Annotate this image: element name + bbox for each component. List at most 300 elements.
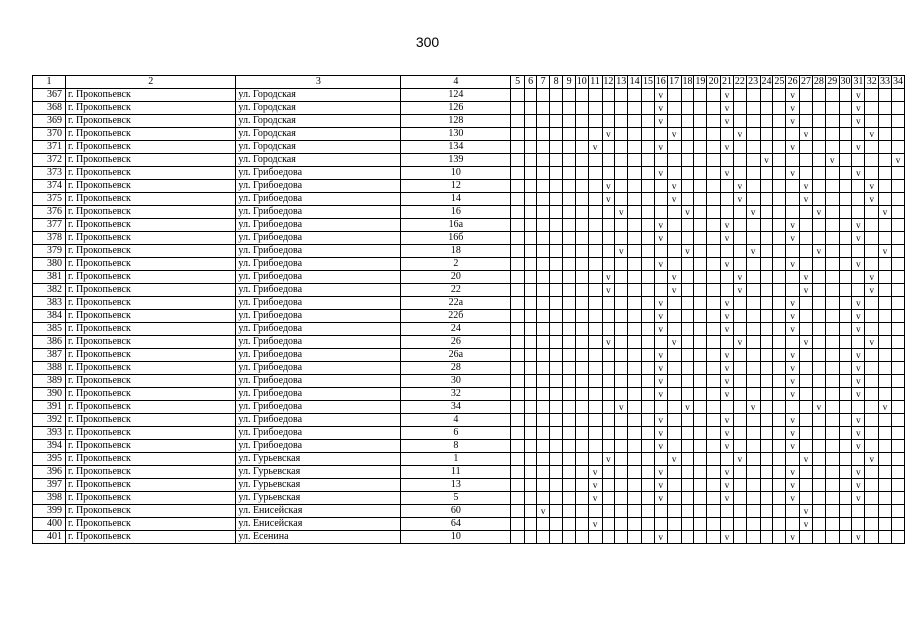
schedule-cell [707,115,721,128]
schedule-cell [865,141,879,154]
check-mark: v [800,128,813,141]
schedule-cell [800,219,813,232]
schedule-cell [615,271,628,284]
schedule-cell [615,479,628,492]
schedule-cell [825,310,839,323]
schedule-cell [667,440,681,453]
schedule-cell [681,362,694,375]
schedule-cell [839,479,852,492]
schedule-cell [654,193,667,206]
city-cell: г. Прокопьевск [65,206,235,219]
schedule-cell [800,206,813,219]
schedule-cell [563,128,576,141]
schedule-cell [812,193,825,206]
schedule-cell [549,232,562,245]
city-cell: г. Прокопьевск [65,180,235,193]
schedule-cell [511,310,524,323]
schedule-cell [733,219,746,232]
house-cell: 12 [401,180,511,193]
schedule-cell [773,388,786,401]
schedule-cell [694,505,707,518]
street-cell: ул. Грибоедова [236,323,401,336]
schedule-cell [852,245,865,258]
schedule-cell [524,102,537,115]
schedule-cell [865,154,879,167]
schedule-cell [537,323,550,336]
schedule-cell [615,154,628,167]
schedule-cell [800,466,813,479]
check-mark: v [667,193,681,206]
schedule-cell [891,336,904,349]
schedule-cell [865,388,879,401]
schedule-cell [707,310,721,323]
schedule-cell [642,518,655,531]
schedule-cell [615,492,628,505]
check-mark: v [852,219,865,232]
check-mark: v [654,219,667,232]
schedule-cell [642,310,655,323]
schedule-cell [602,375,615,388]
schedule-cell [733,349,746,362]
schedule-cell [563,180,576,193]
schedule-cell [707,284,721,297]
city-cell: г. Прокопьевск [65,427,235,440]
schedule-cell [786,284,800,297]
column-header: 15 [642,76,653,87]
schedule-cell [563,102,576,115]
schedule-cell [549,297,562,310]
column-header: 21 [721,76,732,87]
schedule-cell [667,258,681,271]
schedule-cell [588,128,602,141]
schedule-cell [825,206,839,219]
schedule-cell [642,245,655,258]
schedule-cell [642,232,655,245]
check-mark: v [667,271,681,284]
schedule-cell [760,505,773,518]
schedule-cell [733,102,746,115]
schedule-cell [549,219,562,232]
schedule-cell [733,427,746,440]
street-cell: ул. Городская [236,128,401,141]
schedule-cell [694,193,707,206]
schedule-cell [760,440,773,453]
schedule-cell [588,89,602,102]
schedule-cell [681,284,694,297]
schedule-cell [839,284,852,297]
schedule-cell [575,427,588,440]
schedule-cell [642,414,655,427]
schedule-cell [575,89,588,102]
schedule-cell [681,505,694,518]
column-header: 16 [655,76,666,87]
schedule-cell [839,427,852,440]
schedule-cell [760,193,773,206]
schedule-cell [760,375,773,388]
check-mark: v [654,323,667,336]
schedule-cell [721,336,734,349]
house-cell: 11 [401,466,511,479]
schedule-cell [773,102,786,115]
check-mark: v [852,349,865,362]
schedule-cell [642,531,655,544]
schedule-cell [800,531,813,544]
schedule-cell [865,427,879,440]
city-cell: г. Прокопьевск [65,89,235,102]
schedule-cell [667,414,681,427]
street-cell: ул. Грибоедова [236,206,401,219]
check-mark: v [786,310,800,323]
schedule-cell [865,232,879,245]
schedule-cell [549,102,562,115]
row-number: 367 [33,89,66,102]
schedule-cell [615,115,628,128]
schedule-cell [563,492,576,505]
schedule-cell [575,297,588,310]
schedule-cell [549,414,562,427]
schedule-cell [549,336,562,349]
schedule-cell [511,115,524,128]
schedule-cell [549,401,562,414]
schedule-cell [812,141,825,154]
schedule-cell [773,531,786,544]
table-row [33,193,905,206]
schedule-cell [773,258,786,271]
schedule-cell [628,362,642,375]
schedule-cell [707,206,721,219]
schedule-cell [642,258,655,271]
schedule-cell [746,466,760,479]
row-number: 376 [33,206,66,219]
schedule-cell [588,284,602,297]
schedule-cell [812,219,825,232]
schedule-cell [839,388,852,401]
schedule-cell [511,258,524,271]
check-mark: v [825,154,839,167]
city-cell: г. Прокопьевск [65,414,235,427]
schedule-cell [537,219,550,232]
row-number: 368 [33,102,66,115]
schedule-cell [588,115,602,128]
schedule-cell [588,349,602,362]
schedule-cell [615,323,628,336]
schedule-cell [746,388,760,401]
check-mark: v [721,427,734,440]
schedule-cell [563,362,576,375]
schedule-cell [733,375,746,388]
table-row [33,284,905,297]
column-header: 4 [401,76,511,89]
schedule-cell [549,154,562,167]
schedule-cell [642,297,655,310]
city-cell: г. Прокопьевск [65,336,235,349]
street-cell: ул. Городская [236,154,401,167]
check-mark: v [852,297,865,310]
schedule-cell [628,258,642,271]
schedule-cell [524,219,537,232]
schedule-cell [524,141,537,154]
schedule-cell [760,102,773,115]
schedule-cell [524,362,537,375]
schedule-cell [746,349,760,362]
schedule-cell [760,336,773,349]
schedule-cell [511,89,524,102]
check-mark: v [602,453,615,466]
schedule-cell [786,245,800,258]
city-cell: г. Прокопьевск [65,232,235,245]
schedule-cell [865,258,879,271]
schedule-cell [524,453,537,466]
schedule-cell [642,440,655,453]
city-cell: г. Прокопьевск [65,154,235,167]
schedule-cell [563,232,576,245]
page-number: 300 [415,34,440,50]
schedule-cell [773,336,786,349]
schedule-cell [800,414,813,427]
schedule-cell [511,219,524,232]
schedule-cell [800,349,813,362]
check-mark: v [721,89,734,102]
schedule-cell [760,453,773,466]
schedule-cell [707,414,721,427]
schedule-cell [839,219,852,232]
schedule-cell [721,206,734,219]
schedule-cell [654,154,667,167]
schedule-cell [667,323,681,336]
schedule-cell [694,388,707,401]
schedule-cell [563,518,576,531]
schedule-cell [615,518,628,531]
house-cell: 18 [401,245,511,258]
schedule-cell [563,284,576,297]
schedule-cell [524,479,537,492]
schedule-cell [575,245,588,258]
check-mark: v [852,167,865,180]
check-mark: v [852,427,865,440]
schedule-cell [615,440,628,453]
check-mark: v [865,336,879,349]
check-mark: v [602,128,615,141]
check-mark: v [852,375,865,388]
schedule-cell [511,349,524,362]
schedule-cell [602,102,615,115]
house-cell: 32 [401,388,511,401]
schedule-cell [511,180,524,193]
schedule-cell [642,466,655,479]
schedule-cell [524,518,537,531]
schedule-cell [615,128,628,141]
table-row [33,336,905,349]
schedule-cell [746,115,760,128]
check-mark: v [602,336,615,349]
schedule-cell [602,323,615,336]
schedule-cell [588,258,602,271]
schedule-cell [773,466,786,479]
schedule-cell [642,141,655,154]
schedule-cell [537,167,550,180]
schedule-cell [812,271,825,284]
schedule-cell [733,479,746,492]
schedule-cell [694,375,707,388]
schedule-cell [891,492,904,505]
schedule-cell [760,492,773,505]
schedule-cell [879,349,892,362]
row-number: 373 [33,167,66,180]
check-mark: v [654,349,667,362]
check-mark: v [654,310,667,323]
schedule-cell [667,141,681,154]
schedule-cell [879,375,892,388]
schedule-cell [733,154,746,167]
schedule-cell [563,531,576,544]
house-cell: 22а [401,297,511,310]
schedule-cell [773,271,786,284]
schedule-cell [879,89,892,102]
schedule-cell [588,271,602,284]
schedule-cell [694,492,707,505]
row-number: 390 [33,388,66,401]
schedule-cell [773,141,786,154]
check-mark: v [852,388,865,401]
city-cell: г. Прокопьевск [65,297,235,310]
schedule-cell [852,193,865,206]
check-mark: v [879,401,892,414]
schedule-cell [694,284,707,297]
check-mark: v [721,362,734,375]
check-mark: v [786,479,800,492]
schedule-cell [786,453,800,466]
schedule-cell [733,310,746,323]
row-number: 399 [33,505,66,518]
schedule-cell [642,492,655,505]
schedule-cell [891,167,904,180]
schedule-cell [524,206,537,219]
schedule-cell [852,154,865,167]
table-row [33,323,905,336]
schedule-cell [839,440,852,453]
schedule-cell [667,297,681,310]
check-mark: v [588,466,602,479]
schedule-cell [891,388,904,401]
street-cell: ул. Грибоедова [236,245,401,258]
check-mark: v [733,128,746,141]
schedule-cell [786,193,800,206]
check-mark: v [588,492,602,505]
schedule-cell [575,284,588,297]
row-number: 374 [33,180,66,193]
schedule-cell [760,531,773,544]
check-mark: v [654,388,667,401]
row-number: 372 [33,154,66,167]
schedule-cell [563,297,576,310]
schedule-cell [865,505,879,518]
schedule-cell [694,271,707,284]
schedule-cell [615,310,628,323]
schedule-cell [681,167,694,180]
schedule-cell [537,401,550,414]
schedule-cell [563,154,576,167]
schedule-cell [865,206,879,219]
schedule-cell [642,375,655,388]
schedule-cell [773,297,786,310]
check-mark: v [852,232,865,245]
schedule-cell [615,297,628,310]
schedule-cell [575,141,588,154]
schedule-cell [746,362,760,375]
check-mark: v [852,141,865,154]
schedule-cell [825,180,839,193]
schedule-cell [628,349,642,362]
schedule-cell [588,245,602,258]
schedule-cell [800,401,813,414]
schedule-cell [839,167,852,180]
schedule-cell [628,297,642,310]
street-cell: ул. Есенина [236,531,401,544]
column-header: 11 [588,76,602,89]
check-mark: v [852,531,865,544]
schedule-cell [549,193,562,206]
schedule-cell [602,427,615,440]
check-mark: v [721,141,734,154]
schedule-cell [812,388,825,401]
check-mark: v [721,414,734,427]
schedule-cell [628,284,642,297]
house-cell: 26 [401,336,511,349]
schedule-cell [812,323,825,336]
schedule-cell [879,141,892,154]
column-header: 9 [563,76,576,89]
schedule-cell [524,388,537,401]
schedule-cell [602,245,615,258]
check-mark: v [667,128,681,141]
schedule-cell [746,310,760,323]
schedule-cell [721,180,734,193]
schedule-cell [563,453,576,466]
schedule-cell [707,128,721,141]
house-cell: 4 [401,414,511,427]
schedule-cell [879,193,892,206]
row-number: 378 [33,232,66,245]
schedule-cell [825,375,839,388]
schedule-cell [733,362,746,375]
check-mark: v [852,492,865,505]
schedule-cell [511,531,524,544]
house-cell: 14 [401,193,511,206]
schedule-cell [865,440,879,453]
schedule-cell [852,401,865,414]
schedule-cell [825,492,839,505]
house-cell: 10 [401,167,511,180]
schedule-cell [707,167,721,180]
schedule-cell [879,414,892,427]
schedule-cell [628,375,642,388]
schedule-cell [865,375,879,388]
check-mark: v [852,479,865,492]
schedule-cell [879,232,892,245]
schedule-cell [760,297,773,310]
schedule-cell [628,336,642,349]
schedule-cell [575,219,588,232]
schedule-cell [733,401,746,414]
schedule-cell [879,219,892,232]
check-mark: v [879,245,892,258]
schedule-cell [575,336,588,349]
schedule-cell [654,401,667,414]
schedule-cell [800,258,813,271]
table-row [33,375,905,388]
schedule-cell [681,102,694,115]
schedule-cell [524,89,537,102]
